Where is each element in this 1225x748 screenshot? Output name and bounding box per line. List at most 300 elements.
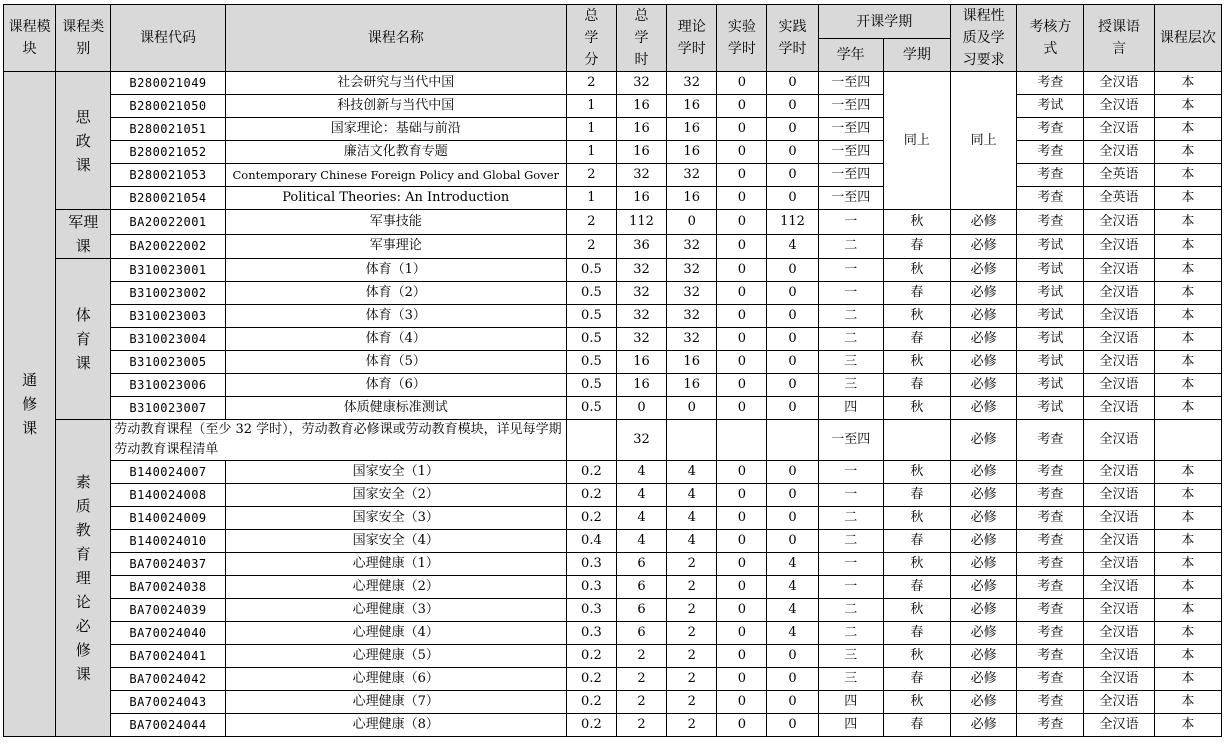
lab-hours xyxy=(717,420,767,461)
semester: 春 xyxy=(883,622,950,645)
semester: 春 xyxy=(883,484,950,507)
semester-same-as-above: 同上 xyxy=(883,72,950,210)
course-code: B310023007 xyxy=(111,397,225,420)
assessment: 考查 xyxy=(1017,420,1084,461)
semester: 秋 xyxy=(883,507,950,530)
course-name: 国家安全（2） xyxy=(225,484,566,507)
year: 一 xyxy=(818,461,883,484)
course-code: BA70024043 xyxy=(111,691,225,714)
hours: 16 xyxy=(616,374,666,397)
hours: 32 xyxy=(616,305,666,328)
theory-hours: 0 xyxy=(667,397,717,420)
course-name: 国家安全（4） xyxy=(225,530,566,553)
level: 本 xyxy=(1154,164,1221,187)
course-code: B280021052 xyxy=(111,141,225,164)
credits: 1 xyxy=(566,118,616,141)
practice-hours: 0 xyxy=(767,95,818,118)
nature: 必修 xyxy=(951,282,1017,305)
assessment: 考查 xyxy=(1017,118,1084,141)
nature-same-as-above: 同上 xyxy=(951,72,1017,210)
credits: 0.3 xyxy=(566,553,616,576)
semester: 春 xyxy=(883,576,950,599)
theory-hours: 32 xyxy=(667,305,717,328)
table-row xyxy=(4,530,1222,553)
table-row xyxy=(4,374,1222,397)
category-tiyu: 体育课 xyxy=(56,259,111,420)
course-name: 军事理论 xyxy=(225,234,566,259)
assessment: 考查 xyxy=(1017,210,1084,235)
hours: 4 xyxy=(616,461,666,484)
credits: 0.2 xyxy=(566,691,616,714)
practice-hours: 0 xyxy=(767,461,818,484)
language: 全汉语 xyxy=(1084,259,1154,282)
nature: 必修 xyxy=(951,507,1017,530)
credits: 0.5 xyxy=(566,374,616,397)
header-level: 课程层次 xyxy=(1154,5,1221,72)
lab-hours: 0 xyxy=(717,668,767,691)
course-code: B310023001 xyxy=(111,259,225,282)
theory-hours: 2 xyxy=(667,714,717,737)
language: 全汉语 xyxy=(1084,691,1154,714)
course-code: B280021054 xyxy=(111,187,225,210)
theory-hours: 32 xyxy=(667,72,717,95)
hours: 16 xyxy=(616,141,666,164)
nature: 必修 xyxy=(951,259,1017,282)
year: 一 xyxy=(818,576,883,599)
language: 全汉语 xyxy=(1084,553,1154,576)
course-code: B310023003 xyxy=(111,305,225,328)
credits: 0.5 xyxy=(566,282,616,305)
theory-hours: 32 xyxy=(667,164,717,187)
semester: 秋 xyxy=(883,259,950,282)
course-code: BA70024044 xyxy=(111,714,225,737)
assessment: 考查 xyxy=(1017,72,1084,95)
theory-hours: 32 xyxy=(667,234,717,259)
credits: 2 xyxy=(566,210,616,235)
course-name: 军事技能 xyxy=(225,210,566,235)
course-code: BA20022002 xyxy=(111,234,225,259)
table-row xyxy=(4,305,1222,328)
course-name: 国家安全（3） xyxy=(225,507,566,530)
course-code: B310023004 xyxy=(111,328,225,351)
level: 本 xyxy=(1154,374,1221,397)
course-name: 体育（6） xyxy=(225,374,566,397)
year: 四 xyxy=(818,714,883,737)
assessment: 考试 xyxy=(1017,397,1084,420)
level: 本 xyxy=(1154,141,1221,164)
semester: 秋 xyxy=(883,305,950,328)
course-name: 心理健康（4） xyxy=(225,622,566,645)
assessment: 考试 xyxy=(1017,305,1084,328)
year: 一 xyxy=(818,210,883,235)
language: 全汉语 xyxy=(1084,141,1154,164)
language: 全汉语 xyxy=(1084,374,1154,397)
semester: 秋 xyxy=(883,645,950,668)
level: 本 xyxy=(1154,95,1221,118)
nature: 必修 xyxy=(951,691,1017,714)
course-code: B310023005 xyxy=(111,351,225,374)
practice-hours: 0 xyxy=(767,507,818,530)
lab-hours: 0 xyxy=(717,72,767,95)
level: 本 xyxy=(1154,234,1221,259)
nature: 必修 xyxy=(951,305,1017,328)
nature: 必修 xyxy=(951,210,1017,235)
hours: 4 xyxy=(616,530,666,553)
lab-hours: 0 xyxy=(717,259,767,282)
lab-hours: 0 xyxy=(717,118,767,141)
course-name: 廉洁文化教育专题 xyxy=(225,141,566,164)
theory-hours: 2 xyxy=(667,576,717,599)
assessment: 考查 xyxy=(1017,187,1084,210)
table-row xyxy=(4,210,1222,235)
table-row xyxy=(4,234,1222,259)
semester: 秋 xyxy=(883,599,950,622)
year: 四 xyxy=(818,397,883,420)
credits: 0.3 xyxy=(566,576,616,599)
nature: 必修 xyxy=(951,234,1017,259)
level: 本 xyxy=(1154,259,1221,282)
practice-hours: 4 xyxy=(767,234,818,259)
practice-hours: 4 xyxy=(767,553,818,576)
credits: 0.2 xyxy=(566,668,616,691)
theory-hours: 16 xyxy=(667,187,717,210)
course-name: 心理健康（3） xyxy=(225,599,566,622)
nature: 必修 xyxy=(951,374,1017,397)
hours: 2 xyxy=(616,714,666,737)
assessment: 考试 xyxy=(1017,374,1084,397)
language: 全英语 xyxy=(1084,164,1154,187)
language: 全汉语 xyxy=(1084,328,1154,351)
credits: 0.4 xyxy=(566,530,616,553)
table-row xyxy=(4,599,1222,622)
nature: 必修 xyxy=(951,668,1017,691)
practice-hours: 0 xyxy=(767,187,818,210)
header-term-group: 开课学期 xyxy=(818,5,950,39)
header-assessment: 考核方式 xyxy=(1017,5,1084,72)
year: 二 xyxy=(818,328,883,351)
course-name: 心理健康（2） xyxy=(225,576,566,599)
year: 二 xyxy=(818,622,883,645)
year: 一至四 xyxy=(818,187,883,210)
assessment: 考试 xyxy=(1017,95,1084,118)
course-name: 体质健康标准测试 xyxy=(225,397,566,420)
level: 本 xyxy=(1154,645,1221,668)
nature: 必修 xyxy=(951,714,1017,737)
year: 一至四 xyxy=(818,420,883,461)
credits xyxy=(566,420,616,461)
language: 全汉语 xyxy=(1084,351,1154,374)
practice-hours: 112 xyxy=(767,210,818,235)
course-code: B280021051 xyxy=(111,118,225,141)
credits: 0.2 xyxy=(566,461,616,484)
language: 全汉语 xyxy=(1084,210,1154,235)
table-row xyxy=(4,141,1222,164)
theory-hours: 4 xyxy=(667,484,717,507)
credits: 0.2 xyxy=(566,714,616,737)
table-row xyxy=(4,187,1222,210)
assessment: 考查 xyxy=(1017,141,1084,164)
course-code: BA20022001 xyxy=(111,210,225,235)
year: 三 xyxy=(818,351,883,374)
nature: 必修 xyxy=(951,397,1017,420)
semester: 秋 xyxy=(883,461,950,484)
credits: 0.2 xyxy=(566,645,616,668)
course-name: 心理健康（1） xyxy=(225,553,566,576)
course-name: Contemporary Chinese Foreign Policy and Global Gover xyxy=(225,164,566,187)
language: 全汉语 xyxy=(1084,72,1154,95)
hours: 36 xyxy=(616,234,666,259)
table-row xyxy=(4,282,1222,305)
lab-hours: 0 xyxy=(717,507,767,530)
year: 一至四 xyxy=(818,118,883,141)
assessment: 考查 xyxy=(1017,507,1084,530)
course-code: B140024010 xyxy=(111,530,225,553)
practice-hours: 0 xyxy=(767,714,818,737)
assessment: 考查 xyxy=(1017,714,1084,737)
language: 全汉语 xyxy=(1084,668,1154,691)
course-code: B310023002 xyxy=(111,282,225,305)
semester: 秋 xyxy=(883,691,950,714)
practice-hours: 0 xyxy=(767,351,818,374)
assessment: 考查 xyxy=(1017,164,1084,187)
hours: 16 xyxy=(616,118,666,141)
credits: 1 xyxy=(566,141,616,164)
nature: 必修 xyxy=(951,553,1017,576)
lab-hours: 0 xyxy=(717,328,767,351)
credits: 1 xyxy=(566,187,616,210)
table-row xyxy=(4,461,1222,484)
theory-hours: 4 xyxy=(667,461,717,484)
level: 本 xyxy=(1154,187,1221,210)
theory-hours: 2 xyxy=(667,553,717,576)
labor-education-note: 劳动教育课程（至少 32 学时），劳动教育必修课或劳动教育模块，详见每学期劳动教育课程清单 xyxy=(111,420,566,461)
header-semester: 学期 xyxy=(883,39,950,72)
table-row xyxy=(4,714,1222,737)
hours: 6 xyxy=(616,553,666,576)
practice-hours: 4 xyxy=(767,576,818,599)
assessment: 考查 xyxy=(1017,668,1084,691)
table-row xyxy=(4,507,1222,530)
course-code: B310023006 xyxy=(111,374,225,397)
practice-hours: 0 xyxy=(767,141,818,164)
header-year: 学年 xyxy=(818,39,883,72)
hours: 6 xyxy=(616,622,666,645)
course-code: B140024008 xyxy=(111,484,225,507)
language: 全汉语 xyxy=(1084,234,1154,259)
header-lab: 实验学时 xyxy=(717,5,767,72)
course-name: 体育（4） xyxy=(225,328,566,351)
course-code: BA70024040 xyxy=(111,622,225,645)
year: 二 xyxy=(818,234,883,259)
course-code: B280021053 xyxy=(111,164,225,187)
assessment: 考试 xyxy=(1017,328,1084,351)
assessment: 考查 xyxy=(1017,691,1084,714)
hours: 2 xyxy=(616,668,666,691)
lab-hours: 0 xyxy=(717,164,767,187)
hours: 32 xyxy=(616,282,666,305)
year: 一 xyxy=(818,484,883,507)
theory-hours: 2 xyxy=(667,599,717,622)
course-code: B280021049 xyxy=(111,72,225,95)
language: 全汉语 xyxy=(1084,397,1154,420)
credits: 2 xyxy=(566,72,616,95)
practice-hours: 0 xyxy=(767,691,818,714)
assessment: 考试 xyxy=(1017,259,1084,282)
language: 全汉语 xyxy=(1084,507,1154,530)
credits: 0.5 xyxy=(566,305,616,328)
lab-hours: 0 xyxy=(717,95,767,118)
year: 三 xyxy=(818,374,883,397)
practice-hours: 4 xyxy=(767,622,818,645)
hours: 112 xyxy=(616,210,666,235)
lab-hours: 0 xyxy=(717,599,767,622)
course-code: BA70024038 xyxy=(111,576,225,599)
level: 本 xyxy=(1154,118,1221,141)
language: 全汉语 xyxy=(1084,714,1154,737)
semester: 春 xyxy=(883,668,950,691)
course-code: B140024007 xyxy=(111,461,225,484)
nature: 必修 xyxy=(951,645,1017,668)
curriculum-table xyxy=(3,4,1222,737)
practice-hours: 0 xyxy=(767,328,818,351)
assessment: 考查 xyxy=(1017,530,1084,553)
hours: 32 xyxy=(616,328,666,351)
credits: 2 xyxy=(566,164,616,187)
hours: 4 xyxy=(616,484,666,507)
level: 本 xyxy=(1154,553,1221,576)
hours: 16 xyxy=(616,95,666,118)
practice-hours: 0 xyxy=(767,164,818,187)
theory-hours: 4 xyxy=(667,507,717,530)
table-row xyxy=(4,691,1222,714)
table-row xyxy=(4,328,1222,351)
level: 本 xyxy=(1154,72,1221,95)
header-row-1 xyxy=(4,5,1222,39)
hours: 6 xyxy=(616,576,666,599)
lab-hours: 0 xyxy=(717,210,767,235)
course-name: 科技创新与当代中国 xyxy=(225,95,566,118)
year: 二 xyxy=(818,305,883,328)
header-language: 授课语言 xyxy=(1084,5,1154,72)
lab-hours: 0 xyxy=(717,461,767,484)
hours: 32 xyxy=(616,164,666,187)
semester: 春 xyxy=(883,714,950,737)
course-name: 体育（2） xyxy=(225,282,566,305)
language: 全汉语 xyxy=(1084,484,1154,507)
practice-hours: 0 xyxy=(767,374,818,397)
table-row xyxy=(4,484,1222,507)
course-code: B140024009 xyxy=(111,507,225,530)
practice-hours: 0 xyxy=(767,118,818,141)
practice-hours: 0 xyxy=(767,282,818,305)
year: 一 xyxy=(818,553,883,576)
table-row xyxy=(4,259,1222,282)
nature: 必修 xyxy=(951,622,1017,645)
credits: 0.2 xyxy=(566,484,616,507)
lab-hours: 0 xyxy=(717,305,767,328)
module-cell: 通修课 xyxy=(4,72,56,737)
header-credits: 总学分 xyxy=(566,5,616,72)
semester: 春 xyxy=(883,530,950,553)
semester: 秋 xyxy=(883,397,950,420)
theory-hours: 2 xyxy=(667,691,717,714)
course-name: 国家理论：基础与前沿 xyxy=(225,118,566,141)
nature: 必修 xyxy=(951,420,1017,461)
header-nature: 课程性质及学习要求 xyxy=(951,5,1017,72)
nature: 必修 xyxy=(951,484,1017,507)
credits: 0.5 xyxy=(566,328,616,351)
course-code: BA70024039 xyxy=(111,599,225,622)
level: 本 xyxy=(1154,622,1221,645)
course-name: 心理健康（5） xyxy=(225,645,566,668)
credits: 0.2 xyxy=(566,507,616,530)
theory-hours: 0 xyxy=(667,210,717,235)
credits: 0.3 xyxy=(566,622,616,645)
language: 全汉语 xyxy=(1084,622,1154,645)
language: 全汉语 xyxy=(1084,461,1154,484)
lab-hours: 0 xyxy=(717,576,767,599)
table-row xyxy=(4,164,1222,187)
curriculum-table-container xyxy=(3,4,1222,737)
assessment: 考试 xyxy=(1017,234,1084,259)
nature: 必修 xyxy=(951,576,1017,599)
year: 一 xyxy=(818,282,883,305)
course-name: 心理健康（8） xyxy=(225,714,566,737)
practice-hours: 0 xyxy=(767,668,818,691)
hours: 32 xyxy=(616,259,666,282)
table-row xyxy=(4,576,1222,599)
header-category: 课程类别 xyxy=(56,5,111,72)
semester: 春 xyxy=(883,374,950,397)
year: 二 xyxy=(818,530,883,553)
nature: 必修 xyxy=(951,530,1017,553)
year: 三 xyxy=(818,645,883,668)
table-row xyxy=(4,351,1222,374)
course-name: 国家安全（1） xyxy=(225,461,566,484)
language: 全英语 xyxy=(1084,187,1154,210)
hours: 6 xyxy=(616,599,666,622)
course-name: 心理健康（7） xyxy=(225,691,566,714)
year: 二 xyxy=(818,507,883,530)
course-name: 体育（3） xyxy=(225,305,566,328)
credits: 0.5 xyxy=(566,351,616,374)
practice-hours: 0 xyxy=(767,305,818,328)
theory-hours: 16 xyxy=(667,141,717,164)
category-suzhi: 素质教育理论必修课 xyxy=(56,420,111,737)
practice-hours: 0 xyxy=(767,259,818,282)
language: 全汉语 xyxy=(1084,530,1154,553)
table-row xyxy=(4,397,1222,420)
language: 全汉语 xyxy=(1084,645,1154,668)
level: 本 xyxy=(1154,397,1221,420)
lab-hours: 0 xyxy=(717,374,767,397)
theory-hours: 16 xyxy=(667,374,717,397)
lab-hours: 0 xyxy=(717,645,767,668)
language: 全汉语 xyxy=(1084,305,1154,328)
level: 本 xyxy=(1154,576,1221,599)
course-name: 体育（1） xyxy=(225,259,566,282)
level: 本 xyxy=(1154,599,1221,622)
hours: 32 xyxy=(616,72,666,95)
credits: 1 xyxy=(566,95,616,118)
hours: 4 xyxy=(616,507,666,530)
level: 本 xyxy=(1154,507,1221,530)
practice-hours: 4 xyxy=(767,599,818,622)
nature: 必修 xyxy=(951,461,1017,484)
header-theory: 理论学时 xyxy=(667,5,717,72)
header-hours: 总学时 xyxy=(616,5,666,72)
table-row xyxy=(4,668,1222,691)
